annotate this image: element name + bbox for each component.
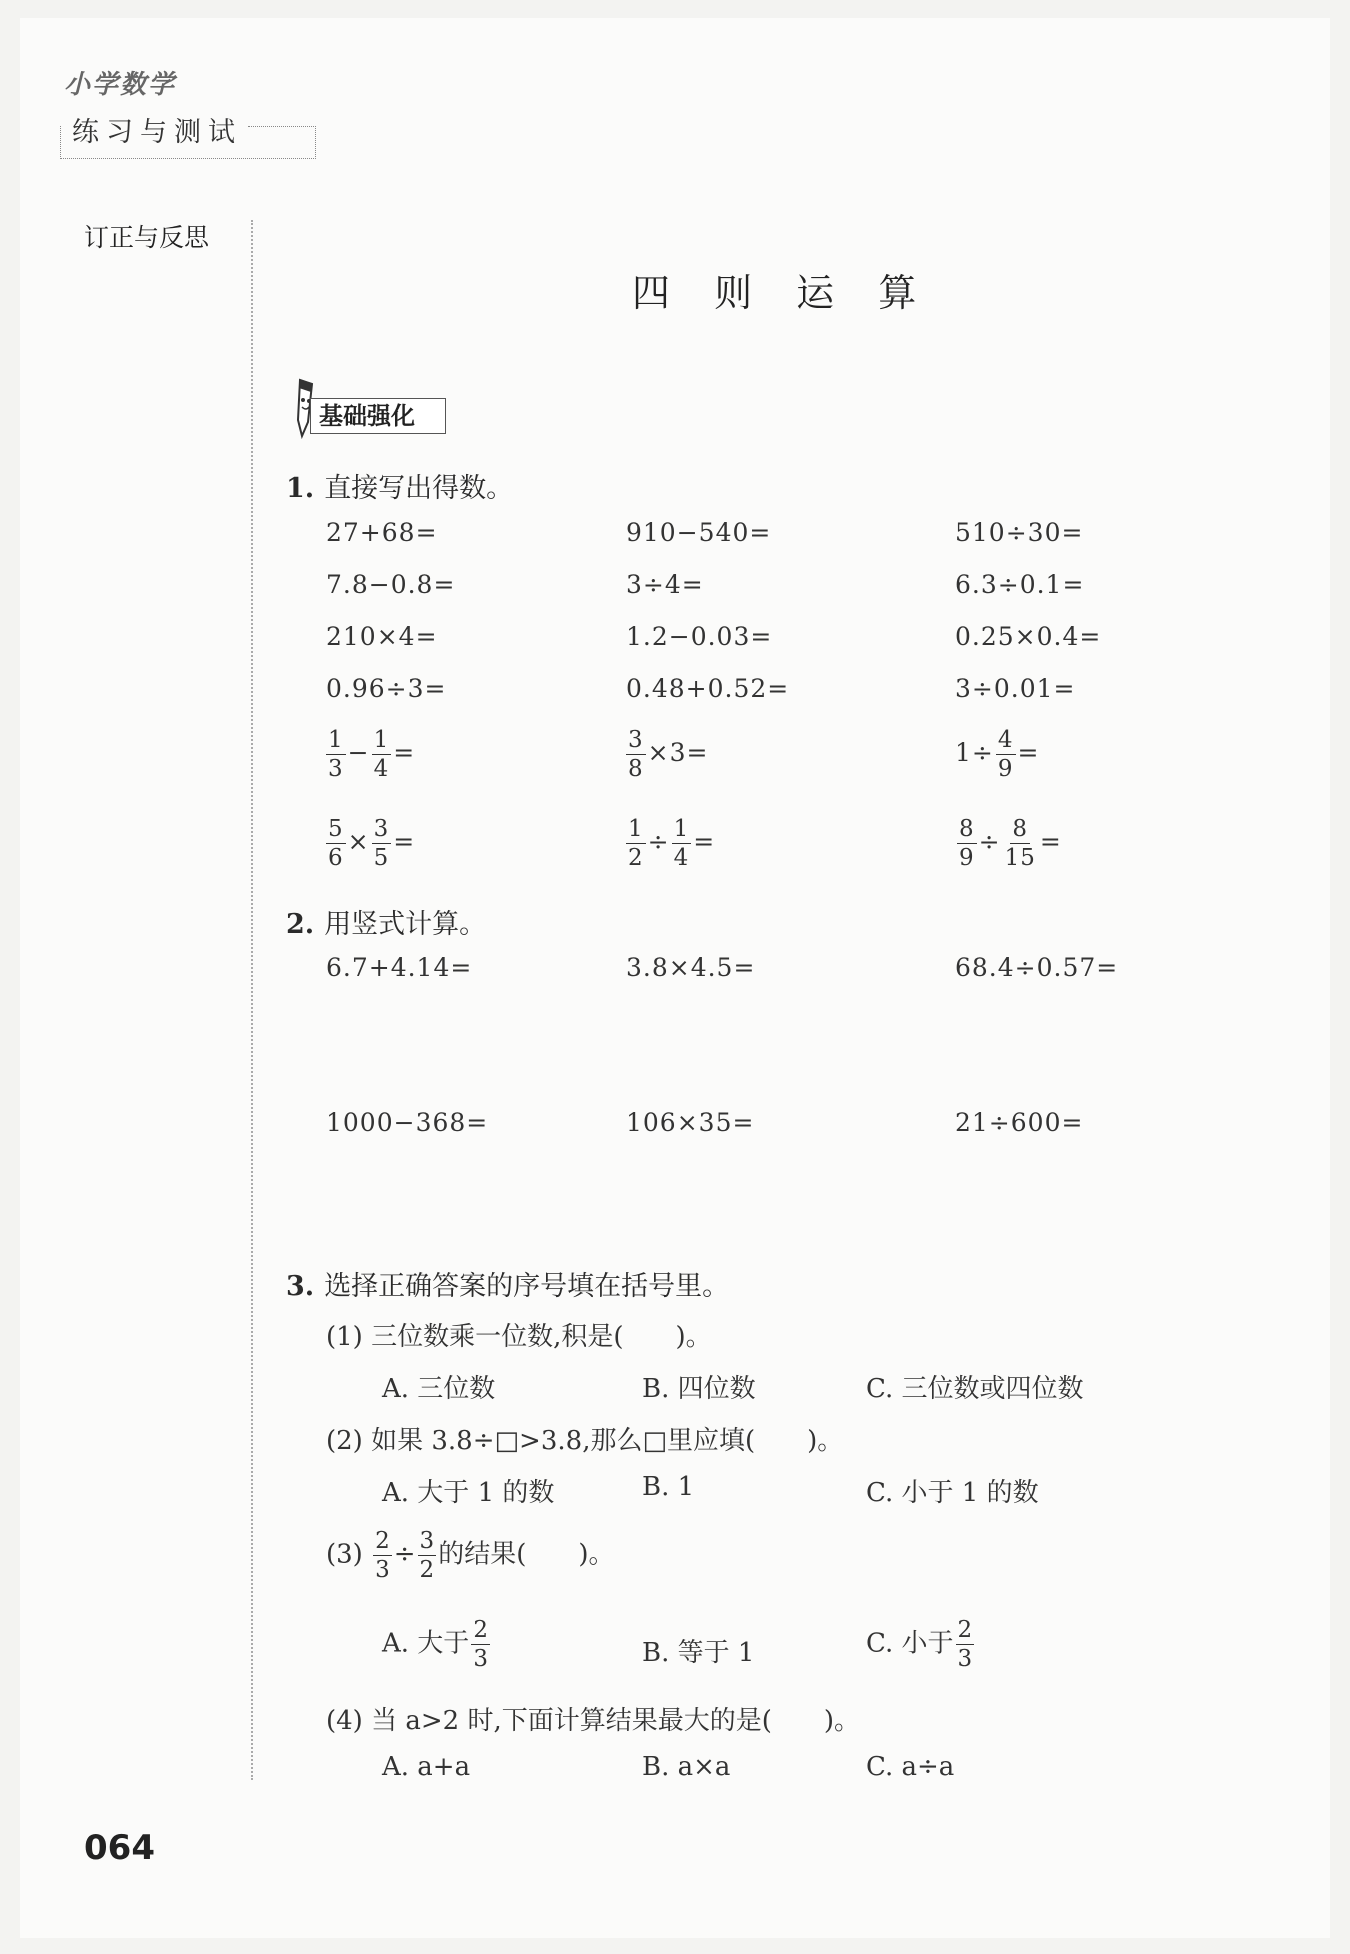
choice-stem: (3) $\frac{2}{3}$ ÷ $\frac{3}{2}$ 的结果( )。 [326, 1528, 615, 1583]
question-1 [286, 466, 513, 505]
exercise: 0.25×0.4= [955, 622, 1102, 651]
question-prompt: 直接写出得数。 [324, 473, 514, 504]
fraction-exercise: $\frac{8}{9}$ ÷ $\frac{8}{15}$ = [959, 816, 1062, 871]
fraction-exercise: 1÷ $\frac{4}{9}$ = [955, 727, 1040, 782]
option-c: C. 三位数或四位数 [866, 1374, 1084, 1404]
question-prompt: 用竖式计算。 [324, 909, 487, 940]
question-number: 3. [286, 1271, 315, 1302]
exercise: 510÷30= [955, 518, 1084, 547]
option-a: A. 大于 $\frac{2}{3}$ [382, 1617, 488, 1672]
book-title: 练习与测试 [72, 117, 242, 148]
option-b: B. a×a [642, 1752, 731, 1782]
exercise: 27+68= [326, 518, 438, 547]
exercise: 0.48+0.52= [626, 674, 790, 703]
option-c: C. a÷a [866, 1752, 955, 1782]
exercise: 1000−368= [326, 1108, 489, 1137]
section-badge-label: 基础强化 [310, 398, 446, 434]
choice-stem: (1) 三位数乘一位数,积是( )。 [326, 1322, 712, 1352]
page-number: 064 [84, 1828, 155, 1868]
page-title: 四 则 运 算 [632, 271, 933, 315]
exercise: 21÷600= [955, 1108, 1084, 1137]
option-a: A. 大于 1 的数 [382, 1478, 555, 1508]
exercise: 210×4= [326, 622, 438, 651]
series-title: 小学数学 [64, 70, 177, 100]
fraction-exercise: $\frac{1}{2}$ ÷ $\frac{1}{4}$ = [628, 816, 716, 871]
exercise: 6.7+4.14= [326, 953, 473, 982]
exercise: 3.8×4.5= [626, 953, 756, 982]
exercise: 68.4÷0.57= [955, 953, 1119, 982]
option-b: B. 等于 1 [642, 1638, 755, 1668]
option-a: A. 三位数 [382, 1374, 496, 1404]
header-dotted-box [60, 126, 316, 159]
option-c: C. 小于 1 的数 [866, 1478, 1039, 1508]
question-3 [286, 1264, 729, 1303]
exercise: 106×35= [626, 1108, 755, 1137]
fraction-exercise: $\frac{1}{3}$ − $\frac{1}{4}$ = [328, 727, 416, 782]
exercise: 3÷4= [626, 570, 704, 599]
exercise: 6.3÷0.1= [955, 570, 1085, 599]
exercise: 3÷0.01= [955, 674, 1076, 703]
exercise: 1.2−0.03= [626, 622, 773, 651]
question-prompt: 选择正确答案的序号填在括号里。 [324, 1271, 730, 1302]
fraction-exercise: $\frac{5}{6}$ × $\frac{3}{5}$ = [328, 816, 416, 871]
fraction-exercise: $\frac{3}{8}$ ×3= [628, 727, 709, 782]
exercise: 7.8−0.8= [326, 570, 456, 599]
question-2 [286, 902, 486, 941]
section-badge [286, 376, 450, 436]
option-b: B. 1 [642, 1472, 695, 1502]
option-a: A. a+a [382, 1752, 471, 1782]
correction-column-label: 订正与反思 [84, 223, 210, 252]
choice-stem: (2) 如果 3.8÷□>3.8,那么□里应填( )。 [326, 1426, 844, 1456]
question-number: 1. [286, 473, 315, 504]
option-c: C. 小于 $\frac{2}{3}$ [866, 1617, 973, 1672]
exercise: 910−540= [626, 518, 772, 547]
header-dotted-line [248, 126, 314, 127]
option-b: B. 四位数 [642, 1374, 756, 1404]
question-number: 2. [286, 909, 315, 940]
choice-stem: (4) 当 a>2 时,下面计算结果最大的是( )。 [326, 1706, 861, 1736]
column-divider [251, 220, 253, 1780]
exercise: 0.96÷3= [326, 674, 447, 703]
